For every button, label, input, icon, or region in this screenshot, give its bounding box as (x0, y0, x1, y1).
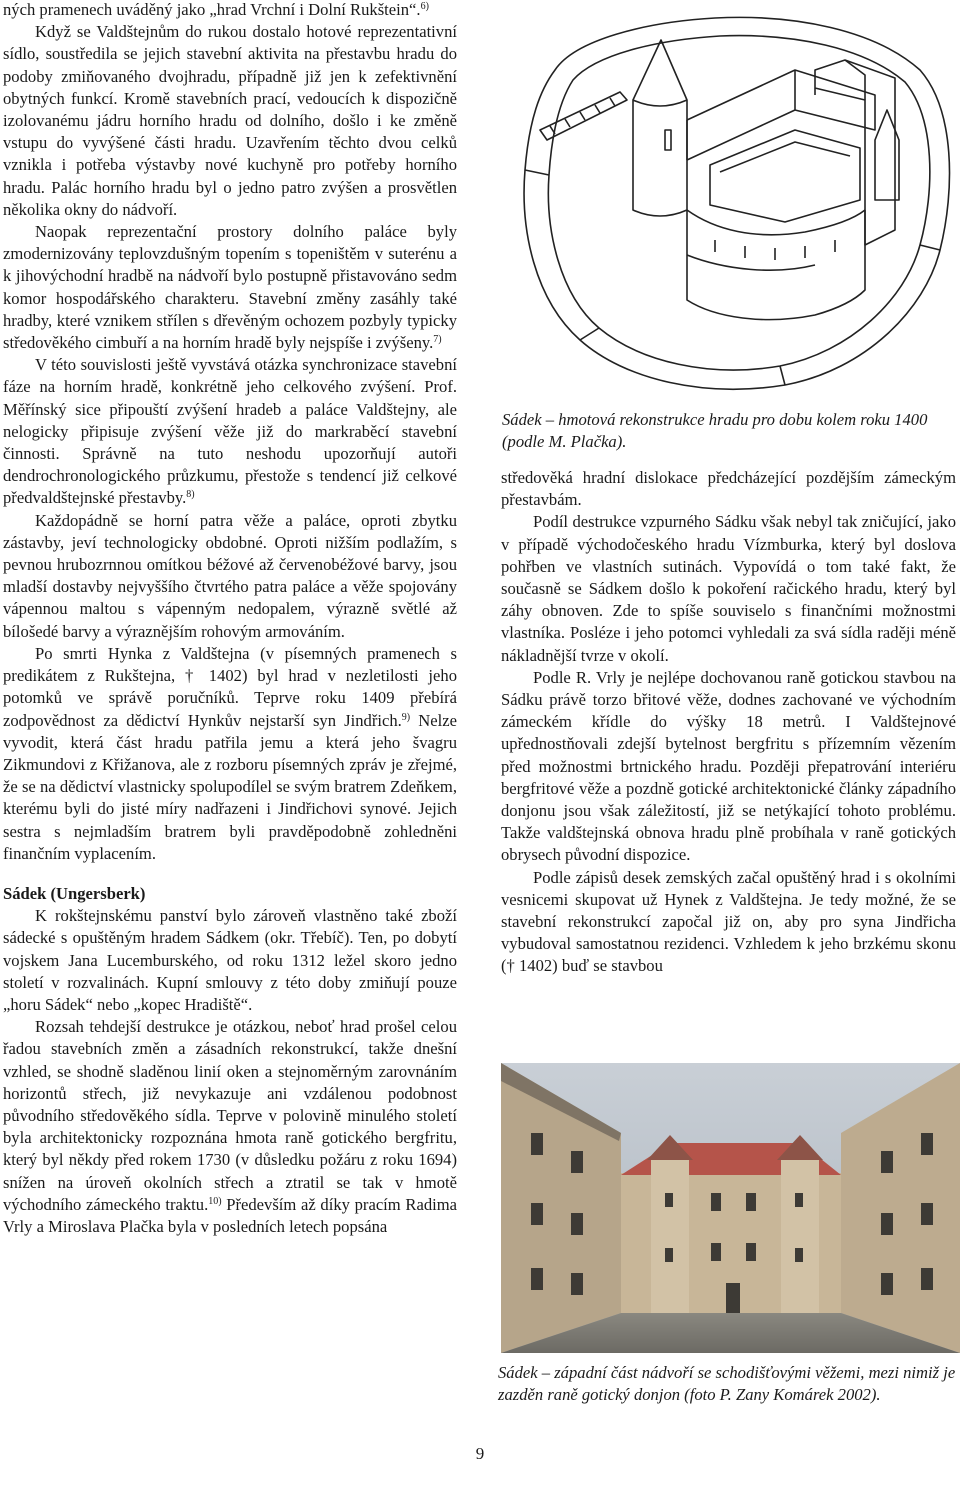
paragraph (3, 1016, 457, 1238)
figure-caption: Sádek – západní část nádvoří se schodišťovými věžemi, mezi nimiž je zazděn raně gotický donjon (foto P. Zany Komárek 2002). (498, 1363, 956, 1405)
castle-reconstruction-drawing (515, 0, 960, 398)
paragraph (3, 643, 457, 865)
paragraph (3, 0, 457, 21)
paragraph: Podíl destrukce vzpurného Sádku však nebyl tak zničující, jako v případě východočeského hradu Vízmburka, který byl doslova pohřben ve vlastních sutinách. Vypovídá o tom také fakt, že současně se Sádkem došlo k pokoření račického hradu, který byl záhy obnoven. Zde to spíše souviselo s finančními možnostmi vlastníka. Posléze i jeho potomci vyhledali za svá sídla raději méně nákladnější tvrze v okolí. (501, 512, 956, 665)
footnote-ref: 6) (420, 1, 429, 12)
page-number: 9 (475, 1444, 485, 1463)
figure-caption: Sádek – hmotová rekonstrukce hradu pro dobu kolem roku 1400 (podle M. Plačka). (502, 410, 928, 452)
section-heading: Sádek (Ungersberk) (3, 883, 146, 903)
paragraph: středověká hradní dislokace předcházející pozdějším zámeckým přestavbám. (501, 468, 956, 510)
right-column (501, 467, 956, 978)
footnote-ref: 10) (208, 1195, 222, 1207)
footnote-ref: 8) (186, 489, 195, 501)
courtyard-photo (501, 1063, 960, 1353)
paragraph: K rokštejnskému panství bylo zároveň vlastněno také zboží sádecké s opuštěným hradem Sádkem (okr. Třebíč). Ten, po dobytí vojskem Jana Lucemburského, od roku 1312 ležel skoro jedno století v rozvalinách. Kupní smlouvy z této doby zmiňují pouze „horu Sádek“ nebo „kopec Hradiště“. (3, 906, 457, 1014)
footnote-ref: 9) (401, 711, 411, 723)
left-column (3, 0, 457, 1238)
paragraph: Podle R. Vrly je nejlépe dochovanou raně gotickou stavbou na Sádku právě torzo břitové věže, dodnes zachované ve východním zámeckém křídle do výšky 18 metrů. I Valdštejnové upřednostňovali zdejší bytelnost bergfritu s přízemním vězením před možnostmi brtnického hradu. Později přepatrování interiéru bergfritové věže a pozdně gotické architektonické články západního donjonu jsou však záležitostí, již se netýkající tohoto problému. Takže valdštejnská obnova hradu plně probíhala v raně gotických obrysech původní dispozice. (501, 667, 956, 865)
paragraph: Podle zápisů desek zemských začal opuštěný hrad i s okolními vesnicemi skupovat už Hynek z Valdštejna. Je tedy možné, že se stavební rekonstrukcí započal již on, aby pro syna Jindřicha vybudoval samostatnou rezidenci. Vzhledem k jeho brzkému skonu († 1402) buď se stavbou (501, 867, 956, 976)
paragraph-text: Nelze vyvodit, která část hradu patřila jemu a která jeho švagru Zikmundovi z Křižanova, ale z rozboru písemných zpráv je zřejmé, že se na dědictví vlastnicky spolupodílel se svým bratrem Zdeňkem, kterému byli do jisté míry nadřazeni i Jindřichovi synové. Jejich sestra s nejmladším bratrem byli pravděpodobně zohledněni finančním vyplacením. (3, 710, 457, 863)
paragraph-text: Po smrti Hynka z Valdštejna (v písemných pramenech s predikátem z Rukštejna, † 1402) byl hrad v nezletilosti jeho potomků ve správě poručníků. Teprve roku 1409 přebírá zodpovědnost za dědictví Hynkův nejstarší syn Jindřich. (3, 643, 457, 730)
paragraph-text: ných pramenech uváděný jako „hrad Vrchní i Dolní Rukštein“. (3, 0, 421, 19)
paragraph: Když se Valdštejnům do rukou dostalo hotové reprezentativní sídlo, soustředila se jejich stavební aktivita na přestavbu hradu do podoby zmiňovaného dvojhradu, případně již jen k zefektivnění obytných funkcí. Kromě stavebních prací, vedoucích k dispozičně izolovanému jádru horního hradu od dolního, došlo i ke změně vstupu do vyvýšené části hradu. Uzavřením těchto dvou celků vznikla i potřeba výstavby nové kuchyně pro potřeby horního hradu. Palác horního hradu byl o jedno patro zvýšen a prosvětlen několika okny do nádvoří. (3, 22, 457, 219)
paragraph (3, 221, 457, 354)
paragraph-text: Naopak reprezentační prostory dolního paláce byly zmodernizovány teplovzdušným topením s topeništěm v suterénu a k jihovýchodní hradbě na nádvoří bylo postupně přistavováno sedm komor hospodářského charakteru. Stavební změny zasáhly také hradby, které vznikem střílen s dřevěným ochozem pozbyly typicky středověkého cimbuří a na horním hradě byly nejspíše i zvýšeny. (3, 222, 457, 353)
paragraph-text: Především až díky pracím Radima Vrly a Miroslava Plačka byla v posledních letech popsána (3, 1194, 458, 1236)
paragraph (3, 354, 457, 509)
paragraph-text: Rozsah tehdejší destrukce je otázkou, neboť hrad prošel celou řadou stavebních změn a zásadních rekonstrukcí, takže dnešní vzhled, se shodně sladěnou linií oken a stejnoměrným zarovnáním horizontů střech, již nevykazuje ani vzdálenou podobnost původního středověkého sídla. Teprve v polovině minulého století byla architektonicky rozpoznána hmota raně gotického bergfritu, který byl někdy před rokem 1730 (v důsledku požáru z roku 1694) snížen na úroveň okolních střech a ztratil se tak v hmotě východního zámeckého traktu. (3, 1017, 457, 1214)
paragraph: Každopádně se horní patra věže a paláce, oproti zbytku zástavby, jeví technologicky obdobné. Oproti nižším podlažím, s pevnou hrubozrnnou omítkou béžové až červenobéžové barvy, jsou mladší dostavby nejvyššího čtvrtého patra paláce a věže spojovány vápennou maltou s vápenným nedopalem, výrazně světlé až bílošedé barvy a výraznějším rohovým armováním. (3, 510, 457, 641)
paragraph-text: V této souvislosti ještě vyvstává otázka synchronizace stavební fáze na horním hradě, konkrétně jeho celkového zvýšení. Prof. Měřínský sice připouští zvýšení hradeb a paláce Valdštejny, ale nelogicky připisuje zvýšení věže již do markraběcí stavební činnosti. Správně na tuto neshodu upozorňují autoři dendrochronologického průzkumu, přestože s tendencí již celkové předvaldštejnské přestavby. (3, 355, 457, 508)
footnote-ref: 7) (433, 334, 442, 346)
